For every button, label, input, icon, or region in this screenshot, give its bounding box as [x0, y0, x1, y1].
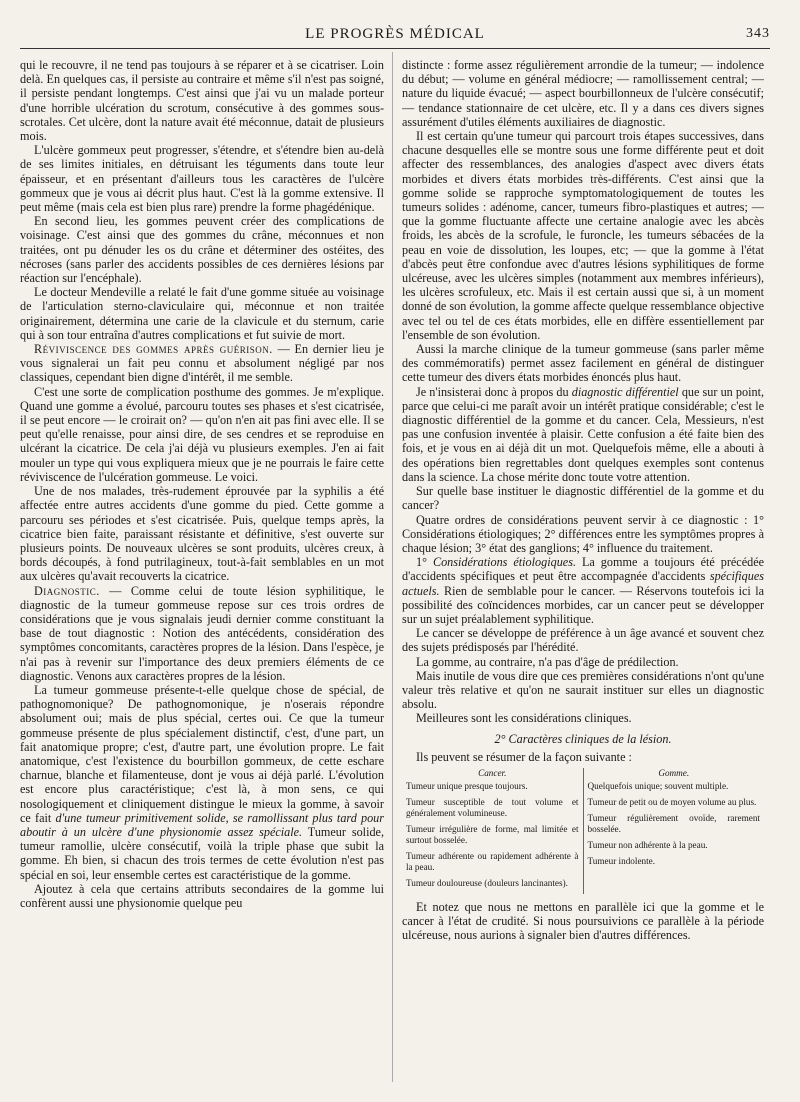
- paragraph: distincte : forme assez régulièrement arrondie de la tumeur; — indolence du début; — volume en général médiocre; — ramollissement central; — nature du liquide évacué; — aspect bourbillonneux de l'ulcère consécutif; — tendance stationnaire de cet ulcère, etc. Il y a dans ces divers signes assurément d'utiles éléments auxiliaires de diagnostic.: [402, 58, 764, 129]
- paragraph-text: — Comme celui de toute lésion syphilitique, le diagnostic de la tumeur gommeuse repose sur ces trois ordres de considérations que je vous signalais jeudi dernier comme constituant la base de tout diagnostic : Notion des antécédents, considération des symptômes concomitants, caractères propres de la lésion. Dans l'espèce, je n'ai pas à revenir sur l'importance des deux premiers éléments de ce diagnostic. Venons aux caractères propres de la lésion.: [20, 583, 384, 683]
- comparison-table: [402, 768, 764, 894]
- column-divider: [392, 52, 393, 1082]
- paragraph: Une de nos malades, très-rudement éprouvée par la syphilis a été affectée entre autres accidents d'une gomme du pied. Cette gomme a parcouru ses périodes et s'est cicatrisée. Puis, quelque temps après, la cicatrice bien faite, paraissant résistante et définitive, s'est ouverte sur plusieurs points. De nouveaux ulcères se sont produits, ulcères creux, à bords découpés, à fond putrilagineux, tout-à-fait semblables en un mot aux ulcères qu'avait recouverts la cicatrice.: [20, 484, 384, 584]
- table-row: Tumeur irrégulière de forme, mal limitée et surtout bosselée.: [406, 823, 579, 845]
- paragraph: La gomme, au contraire, n'a pas d'âge de prédilection.: [416, 654, 679, 669]
- running-header: [20, 26, 770, 46]
- paragraph-text: La gomme a toujours été précédée d'accidents spécifiques et peut être accompagnée d'accidents: [402, 555, 764, 584]
- paragraph: C'est une sorte de complication posthume des gommes. Je m'explique. Quand une gomme a évolué, parcouru toutes ses phases et s'est cicatrisée, il se peut encore — le croirait on? — qu'on n'en ait pas fini avec elle. Il se peut qu'elle renaisse, pour ainsi dire, de ses cendres et se reproduise en ulcérant la cicatrice. De cela j'ai déjà vu plusieurs exemples. J'en ai fait mouler un type qui vous expliquera mieux que je ne pourrais le faire cette réviviscence de l'ulcération gommeuse. Le voici.: [20, 384, 384, 484]
- italic-text: Considérations étiologiques.: [432, 555, 577, 570]
- cancer-column: [402, 768, 584, 894]
- paragraph-text: 1°: [416, 555, 427, 570]
- table-row: Tumeur régulièrement ovoïde, rarement bosselée.: [587, 812, 760, 834]
- paragraph: [402, 555, 764, 626]
- table-row: Tumeur de petit ou de moyen volume au plus.: [587, 796, 757, 807]
- section-heading: Réviviscence des gommes après guérison.: [34, 342, 273, 357]
- italic-text: spécifiques actuels.: [402, 569, 764, 598]
- paragraph: Quatre ordres de considérations peuvent servir à ce diagnostic : 1° Considérations étiologiques; 2° différences entre les symptômes propres à chaque lésion; 3° état des ganglions; 4° influence du traitement.: [402, 512, 764, 555]
- paragraph: Et notez que nous ne mettons en parallèle ici que la gomme et le cancer à l'état de crudité. Si nous poursuivions ce parallèle à la période ulcéreuse, nous aurions à signaler bien d'autres différences.: [402, 899, 764, 943]
- paragraph: Mais inutile de vous dire que ces premières considérations n'ont qu'une valeur très relative et qu'on ne saurait instituer sur elles un diagnostic absolu.: [402, 668, 764, 712]
- paragraph: Le cancer se développe de préférence à un âge avancé et souvent chez des sujets prédisposés par l'hérédité.: [402, 626, 764, 655]
- table-row: Tumeur non adhérente à la peau.: [587, 839, 708, 850]
- paragraph-text: — En dernier lieu je vous signalerai un fait peu connu et absolument négligé par nos classiques, cependant bien digne d'intérêt, il me semble.: [20, 342, 384, 385]
- table-row: Quelquefois unique; souvent multiple.: [587, 780, 729, 791]
- column-header: Gomme.: [658, 767, 690, 778]
- paragraph: Sur quelle base instituer le diagnostic différentiel de la gomme et du cancer?: [402, 484, 764, 513]
- table-row: Tumeur susceptible de tout volume et généralement volumineuse.: [406, 796, 579, 818]
- paragraph: Il est certain qu'une tumeur qui parcourt trois étapes successives, dans chacune desquelles elle se montre sous une forme différente peut et doit affecter des ressemblances, des analogies d'aspect avec divers états morbides et divers états morbides très-différents. C'est ainsi que la gomme solide se rapproche symptomatologiquement de toutes les tumeurs solides : adénome, cancer, tumeurs fibro-plastiques et autres; — que la gomme fluctuante affecte une certaine analogie avec les abcès froids, les abcès de la scrofule, le furoncle, les tumeurs sébacées de la peau en voie de dissolution, les loupes, etc; — que la gomme à l'état d'abcès peut être confondue avec d'autres lésions syphilitiques de forme ulcéreuse, avec les ulcères simples (notamment aux membres inférieurs), les ulcères scrofuleux, etc. Mais il est certain aussi que si, à un moment donné de son évolution, la gomme affecte quelque ressemblance objective avec tel ou tel de ces états morbides, elle en diffère essentiellement par l'ensemble de son évolution.: [402, 129, 764, 342]
- left-column: [20, 58, 384, 1084]
- subheading: 2° Caractères cliniques de la lésion.: [494, 731, 672, 746]
- paragraph: [20, 683, 384, 882]
- paragraph-text: que sur un point, parce que celui-ci me paraît avoir un intérêt pratique considérable; c'est le diagnostic différentiel de la gomme et du cancer. Cela, Messieurs, n'est pas une confusion inventée à plaisir. Cette confusion a été faite bien des fois, et je vous en ai déjà dit un mot. Quelquefois même, elle a abouti à des opérations bien regrettables dont quelques exemples sont contenus dans la science. La chose mérite donc toute votre attention.: [402, 384, 764, 484]
- paragraph-text: Je n'insisterai donc à propos du: [416, 384, 569, 399]
- page-number: 343: [746, 26, 770, 41]
- paragraph-text: La tumeur gommeuse présente-t-elle quelque chose de spécial, de pathognomonique? De pathognomonique, je n'oserais répondre absolument oui; mais de plus spécial, certes oui. Ce que la tumeur gommeuse présente de plus spécialement distinctif, c'est, d'une part, un fait anatomique propre; c'est, d'autre part, une évolution propre. Le fait anatomique, c'est l'existence du bourbillon gommeux, de cette eschare charnue, blanche et filamenteuse, dont je vous ai déjà parlé. L'évolution est encore plus caractéristique; c'est là, à mon sens, ce qui nosologiquement et cliniquement distingue le mieux la gomme, à savoir ce fait: [20, 682, 384, 825]
- paragraph: Aussi la marche clinique de la tumeur gommeuse (sans parler même des commémoratifs) permet assez facilement en général de distinguer cette tumeur des divers états morbides énoncés plus haut.: [402, 342, 764, 385]
- table-row: Tumeur indolente.: [587, 855, 656, 866]
- italic-text: d'une tumeur primitivement solide, se ramollissant plus tard pour aboutir à un ulcère d'une physionomie assez spéciale.: [20, 810, 384, 839]
- gomme-column: [584, 768, 765, 894]
- paragraph-text: Tumeur solide, tumeur ramollie, ulcère consécutif, voilà la triple phase que subit la gomme. Eh bien, si chacun des trois termes de cette évolution n'est pas spécial en soi, leur ensemble certes est caractéristique de la gomme.: [20, 824, 384, 882]
- paragraph: Meilleures sont les considérations cliniques.: [416, 711, 632, 726]
- section-paragraph: [20, 584, 384, 683]
- paragraph: qui le recouvre, il ne tend pas toujours à se réparer et à se cicatriser. Loin delà. En quelques cas, il persiste au contraire et même s'il n'est pas soigné, il persiste pendant longtemps. C'est ainsi que j'ai vu un malade porteur d'une horrible ulcération du scrotum, consécutive à des gommes sous-scrotales. Cet ulcère, dont la nature avait été méconnue, datait de plusieurs mois.: [20, 58, 384, 144]
- paragraph: En second lieu, les gommes peuvent créer des complications de voisinage. C'est ainsi que des gommes du crâne, méconnues et non traitées, ont pu dénuder les os du crâne et déterminer des ostéites, des nécroses (sans parler des accidents possibles de ces dernières lésions par réaction sur l'encéphale).: [20, 214, 384, 286]
- header-rule: [20, 48, 770, 49]
- paragraph: [402, 385, 764, 484]
- journal-title: LE PROGRÈS MÉDICAL: [305, 26, 485, 42]
- paragraph: Ils peuvent se résumer de la façon suivante :: [416, 749, 632, 764]
- paragraph: Ajoutez à cela que certains attributs secondaires de la gomme lui confèrent aussi une physionomie quelque peu: [20, 881, 384, 910]
- column-header: Cancer.: [478, 767, 507, 778]
- paragraph: L'ulcère gommeux peut progresser, s'étendre, et s'étendre bien au-delà de ses limites initiales, en détruisant les téguments dans toute leur épaisseur, et en présentant d'ailleurs tous les caractères de l'ulcère gommeux que je vous ai décrit plus haut. C'est là la gomme extensive. Il peut même (mais cela est bien plus rare) prendre la forme phagédénique.: [20, 143, 384, 215]
- right-column: [402, 58, 764, 1084]
- table-row: Tumeur unique presque toujours.: [406, 780, 528, 791]
- italic-text: diagnostic différentiel: [571, 384, 679, 399]
- paragraph-text: Rien de semblable pour le cancer. — Réservons toutefois ici la possibilité des coïncidences morbides, car un cancer peut se développer sur un sujet préalablement syphilitique.: [402, 583, 764, 626]
- table-row: Tumeur adhérente ou rapidement adhérente à la peau.: [406, 850, 579, 872]
- paragraph: Le docteur Mendeville a relaté le fait d'une gomme située au voisinage de l'articulation sterno-claviculaire qui, méconnue et non traitée originairement, détermina une carie de la clavicule et du sternum, carie qui à son tour entraîna d'autres complications et fut suivie de mort.: [20, 285, 384, 342]
- table-row: Tumeur douloureuse (douleurs lancinantes).: [406, 877, 568, 888]
- section-heading: Diagnostic.: [34, 583, 100, 598]
- section-paragraph: [20, 342, 384, 385]
